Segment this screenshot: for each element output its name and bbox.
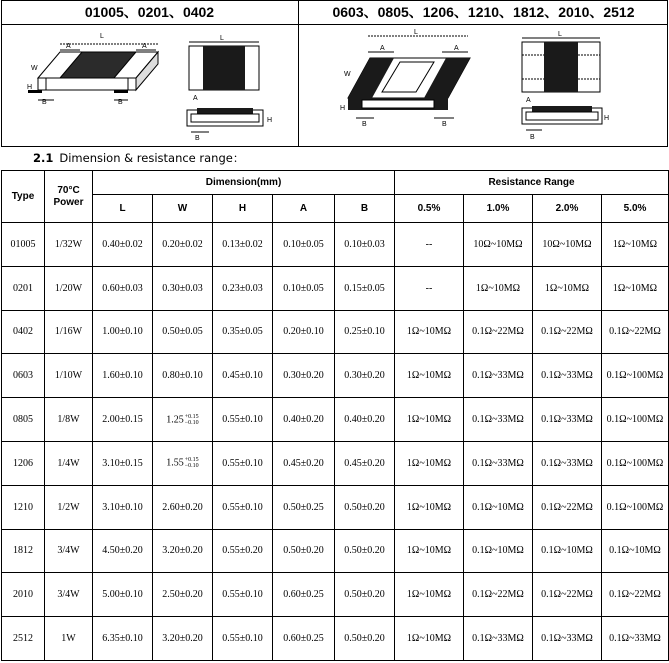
col-header-B: B: [335, 195, 395, 223]
tolerance-minus: −0.10: [184, 463, 199, 470]
cell-power: 1/10W: [45, 354, 93, 398]
dim-label-H: H: [27, 84, 33, 91]
cell-type: 0603: [2, 354, 45, 398]
svg-text:B: B: [442, 121, 447, 128]
cell-W: 0.50±0.05: [153, 310, 213, 354]
cell-B: 0.50±0.20: [335, 617, 395, 661]
section-heading: [33, 150, 244, 166]
right-chip-perspective-diagram: [338, 28, 488, 128]
cell-H: 0.55±0.10: [213, 573, 273, 617]
cell-r50: 0.1Ω~100MΩ: [602, 354, 669, 398]
cell-w-tolerance: [185, 457, 199, 469]
svg-text:B: B: [195, 135, 200, 142]
cell-r10: 0.1Ω~22MΩ: [464, 573, 533, 617]
cell-B: 0.50±0.20: [335, 573, 395, 617]
cell-r05: 1Ω~10MΩ: [395, 485, 464, 529]
cell-r50: 1Ω~10MΩ: [602, 266, 669, 310]
cell-H: 0.23±0.03: [213, 266, 273, 310]
cell-H: 0.45±0.10: [213, 354, 273, 398]
cell-power: 1W: [45, 617, 93, 661]
cell-r50: 0.1Ω~10MΩ: [602, 529, 669, 573]
cell-H: 0.13±0.02: [213, 223, 273, 267]
cell-power: 3/4W: [45, 573, 93, 617]
cell-A: 0.50±0.20: [273, 529, 335, 573]
cell-W: 0.80±0.10: [153, 354, 213, 398]
left-chip-top-view-diagram: [183, 34, 273, 144]
cell-A: 0.45±0.20: [273, 441, 335, 485]
cell-W: 3.20±0.20: [153, 529, 213, 573]
svg-text:H: H: [340, 105, 346, 112]
cell-B: 0.10±0.03: [335, 223, 395, 267]
cell-L: 0.60±0.03: [93, 266, 153, 310]
cell-H: 0.35±0.05: [213, 310, 273, 354]
section-number: 2.1: [33, 151, 54, 165]
cell-r20: 0.1Ω~33MΩ: [533, 354, 602, 398]
table-row: [2, 310, 669, 354]
cell-L: 1.00±0.10: [93, 310, 153, 354]
col-header-L: L: [93, 195, 153, 223]
cell-r50: 0.1Ω~33MΩ: [602, 617, 669, 661]
svg-text:A: A: [526, 97, 531, 104]
svg-text:L: L: [414, 29, 418, 36]
svg-text:A: A: [380, 45, 385, 52]
cell-r10: 1Ω~10MΩ: [464, 266, 533, 310]
cell-W: 2.60±0.20: [153, 485, 213, 529]
cell-H: 0.55±0.10: [213, 441, 273, 485]
dim-label-L: L: [100, 33, 104, 40]
cell-L: 6.35±0.10: [93, 617, 153, 661]
cell-r05: 1Ω~10MΩ: [395, 441, 464, 485]
table-row: [2, 441, 669, 485]
cell-r20: 1Ω~10MΩ: [533, 266, 602, 310]
tolerance-plus: +0.15: [184, 457, 199, 464]
table-row: [2, 617, 669, 661]
cell-r50: 0.1Ω~100MΩ: [602, 398, 669, 442]
table-row: [2, 529, 669, 573]
col-header-0.5pct: 0.5%: [395, 195, 464, 223]
col-header-H: H: [213, 195, 273, 223]
group-header-dimension: Dimension(mm): [93, 171, 395, 195]
cell-type: 1812: [2, 529, 45, 573]
cell-L: 5.00±0.10: [93, 573, 153, 617]
cell-B: 0.45±0.20: [335, 441, 395, 485]
cell-r10: 0.1Ω~33MΩ: [464, 354, 533, 398]
svg-text:B: B: [362, 121, 367, 128]
section-title: Dimension & resistance range：: [59, 151, 245, 165]
col-header-type: Type: [2, 171, 45, 223]
cell-r20: 0.1Ω~22MΩ: [533, 573, 602, 617]
cell-B: 0.15±0.05: [335, 266, 395, 310]
svg-text:L: L: [558, 31, 562, 38]
cell-L: 3.10±0.10: [93, 485, 153, 529]
dim-label-W: W: [31, 65, 38, 72]
cell-A: 0.50±0.25: [273, 485, 335, 529]
cell-r10: 0.1Ω~10MΩ: [464, 529, 533, 573]
cell-W: 3.20±0.20: [153, 617, 213, 661]
cell-L: 2.00±0.15: [93, 398, 153, 442]
cell-r20: 0.1Ω~33MΩ: [533, 441, 602, 485]
cell-power: 1/2W: [45, 485, 93, 529]
cell-A: 0.40±0.20: [273, 398, 335, 442]
cell-A: 0.10±0.05: [273, 223, 335, 267]
cell-w-value: 1.25: [166, 413, 184, 425]
cell-r10: 0.1Ω~22MΩ: [464, 310, 533, 354]
cell-power: 3/4W: [45, 529, 93, 573]
cell-power: 1/8W: [45, 398, 93, 442]
cell-w-value: 1.55: [166, 457, 184, 469]
cell-B: 0.25±0.10: [335, 310, 395, 354]
cell-r50: 0.1Ω~100MΩ: [602, 485, 669, 529]
table-row: [2, 223, 669, 267]
header-rule: [1, 24, 668, 25]
cell-power: 1/32W: [45, 223, 93, 267]
dim-label-B: B: [42, 99, 47, 106]
cell-H: 0.55±0.10: [213, 485, 273, 529]
cell-r10: 0.1Ω~33MΩ: [464, 441, 533, 485]
cell-L: 0.40±0.02: [93, 223, 153, 267]
cell-type: 0805: [2, 398, 45, 442]
svg-text:A: A: [454, 45, 459, 52]
cell-r20: 0.1Ω~10MΩ: [533, 529, 602, 573]
cell-r10: 0.1Ω~33MΩ: [464, 617, 533, 661]
cell-type: 1206: [2, 441, 45, 485]
cell-r05: --: [395, 266, 464, 310]
right-chip-top-view-diagram: [518, 30, 608, 142]
cell-W: 0.20±0.02: [153, 223, 213, 267]
cell-A: 0.10±0.05: [273, 266, 335, 310]
table-row: [2, 398, 669, 442]
cell-r50: 0.1Ω~100MΩ: [602, 441, 669, 485]
table-row: [2, 266, 669, 310]
col-header-2.0pct: 2.0%: [533, 195, 602, 223]
cell-r50: 1Ω~10MΩ: [602, 223, 669, 267]
tolerance-plus: +0.15: [184, 413, 199, 420]
cell-r20: 10Ω~10MΩ: [533, 223, 602, 267]
right-size-title: 0603、0805、1206、1210、1812、2010、2512: [332, 4, 635, 20]
cell-A: 0.20±0.10: [273, 310, 335, 354]
cell-B: 0.40±0.20: [335, 398, 395, 442]
dim-label-A2: A: [142, 43, 147, 50]
cell-w-tolerance: [185, 414, 199, 426]
cell-L: 3.10±0.15: [93, 441, 153, 485]
cell-r20: 0.1Ω~22MΩ: [533, 310, 602, 354]
cell-B: 0.30±0.20: [335, 354, 395, 398]
cell-W: 0.30±0.03: [153, 266, 213, 310]
left-chip-perspective-diagram: [18, 30, 168, 115]
svg-text:L: L: [220, 35, 224, 42]
col-header-power: 70°C Power: [45, 171, 93, 223]
cell-A: 0.30±0.20: [273, 354, 335, 398]
cell-A: 0.60±0.25: [273, 573, 335, 617]
cell-W: 2.50±0.20: [153, 573, 213, 617]
cell-r10: 10Ω~10MΩ: [464, 223, 533, 267]
svg-text:A: A: [193, 95, 198, 102]
dimension-resistance-table: [1, 170, 669, 661]
cell-r05: 1Ω~10MΩ: [395, 573, 464, 617]
cell-type: 2010: [2, 573, 45, 617]
cell-L: 4.50±0.20: [93, 529, 153, 573]
cell-power: 1/16W: [45, 310, 93, 354]
cell-A: 0.60±0.25: [273, 617, 335, 661]
cell-power: 1/20W: [45, 266, 93, 310]
cell-type: 01005: [2, 223, 45, 267]
svg-text:B: B: [530, 134, 535, 141]
left-size-title: 01005、0201、0402: [84, 4, 215, 20]
cell-r50: 0.1Ω~22MΩ: [602, 573, 669, 617]
cell-type: 0402: [2, 310, 45, 354]
cell-r05: 1Ω~10MΩ: [395, 617, 464, 661]
col-header-W: W: [153, 195, 213, 223]
cell-W: [153, 441, 213, 485]
group-header-resistance: Resistance Range: [395, 171, 669, 195]
svg-text:H: H: [604, 115, 610, 122]
col-header-A: A: [273, 195, 335, 223]
cell-r20: 0.1Ω~33MΩ: [533, 617, 602, 661]
cell-H: 0.55±0.10: [213, 617, 273, 661]
dim-label-A: A: [66, 43, 71, 50]
cell-type: 2512: [2, 617, 45, 661]
cell-type: 0201: [2, 266, 45, 310]
cell-r10: 0.1Ω~10MΩ: [464, 485, 533, 529]
cell-type: 1210: [2, 485, 45, 529]
tolerance-minus: −0.10: [184, 419, 199, 426]
cell-L: 1.60±0.10: [93, 354, 153, 398]
svg-text:W: W: [344, 71, 351, 78]
svg-text:H: H: [267, 117, 273, 124]
cell-r10: 0.1Ω~33MΩ: [464, 398, 533, 442]
cell-power: 1/4W: [45, 441, 93, 485]
cell-r50: 0.1Ω~22MΩ: [602, 310, 669, 354]
table-row: [2, 573, 669, 617]
cell-H: 0.55±0.20: [213, 529, 273, 573]
col-header-5.0pct: 5.0%: [602, 195, 669, 223]
cell-r05: --: [395, 223, 464, 267]
dim-label-B2: B: [118, 99, 123, 106]
cell-r20: 0.1Ω~22MΩ: [533, 485, 602, 529]
cell-r05: 1Ω~10MΩ: [395, 354, 464, 398]
cell-B: 0.50±0.20: [335, 529, 395, 573]
table-row: [2, 485, 669, 529]
cell-W: [153, 398, 213, 442]
cell-r05: 1Ω~10MΩ: [395, 529, 464, 573]
cell-r20: 0.1Ω~33MΩ: [533, 398, 602, 442]
table-row: [2, 354, 669, 398]
cell-r05: 1Ω~10MΩ: [395, 398, 464, 442]
col-header-1.0pct: 1.0%: [464, 195, 533, 223]
cell-B: 0.50±0.20: [335, 485, 395, 529]
cell-H: 0.55±0.10: [213, 398, 273, 442]
cell-r05: 1Ω~10MΩ: [395, 310, 464, 354]
